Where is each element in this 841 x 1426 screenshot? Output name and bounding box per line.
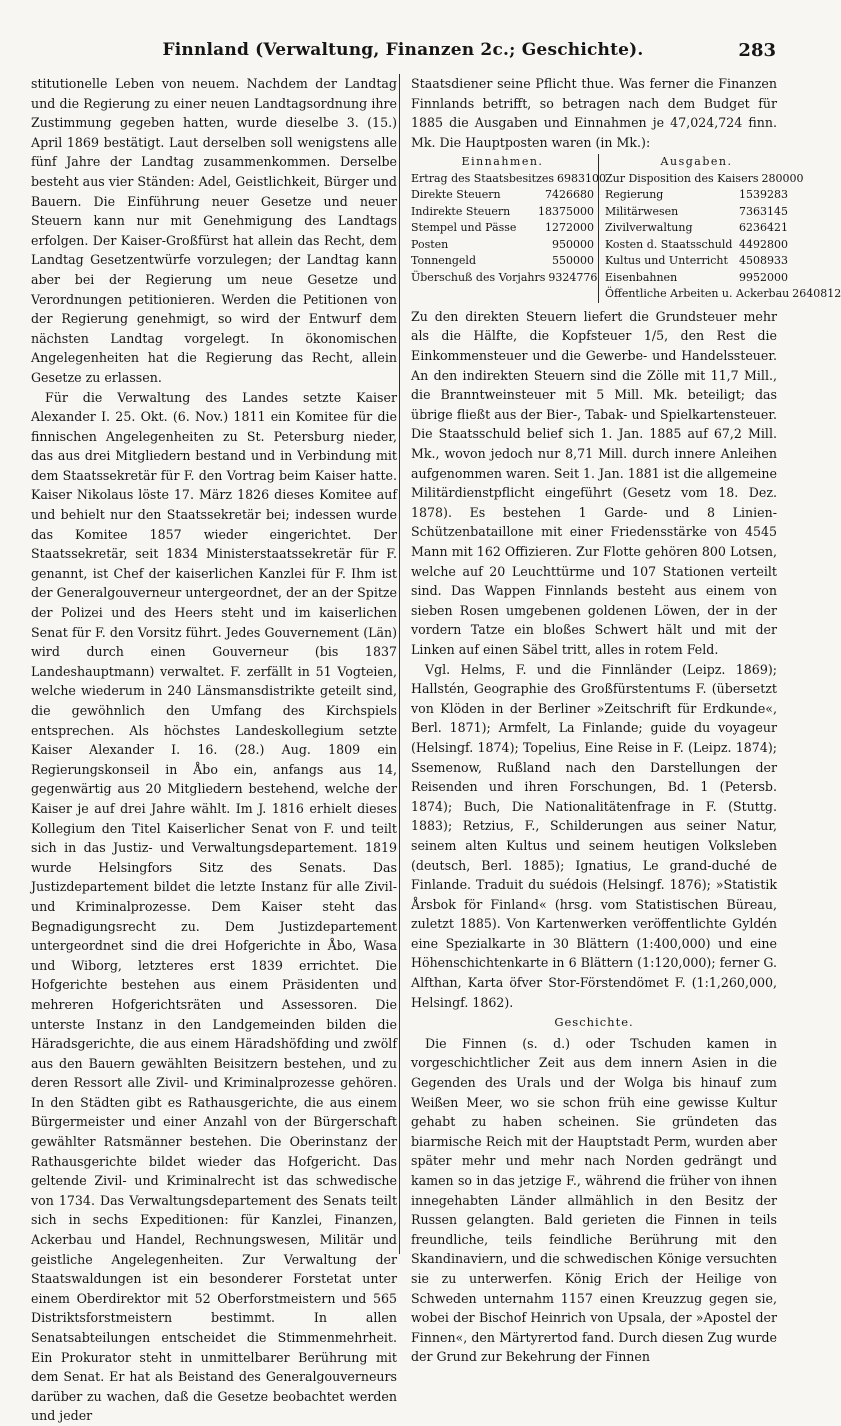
budget-label: Militärwesen (605, 204, 679, 218)
page-number: 283 (738, 40, 776, 61)
budget-value: 7363145 (739, 204, 788, 218)
paragraph-history: Die Finnen (s. d.) oder Tschuden kamen in vorgeschichtlicher Zeit aus dem innern Asien in die Gegenden des Urals und der Wolga bis hinauf zum Weißen Meer, wo sie schon früh eine gewisse Kultur gehabt zu haben scheinen. Sie gründeten das biarmische Reich mit der Hauptstadt Perm, wurden aber später mehr und mehr nach Norden gedrängt und kamen so in das jetzige F., während die früher von ihnen innegehabten Länder allmählich in den Besitz der Russen gelangten. Bald gerieten die Finnen in teils freundliche, teils feindliche Berührung mit den Skandinaviern, und die schwedischen Könige versuchten sie zu unterwerfen. König Erich der Heilige von Schweden unternahm 1157 einen Kreuzzug gegen sie, wobei der Bischof Heinrich von Upsala, der »Apostel der Finnen«, den Märtyrertod fand. Durch diesen Zug wurde der Grund zur Bekehrung der Finnen (411, 1035, 777, 1365)
budget-label: Zur Disposition des Kaisers (605, 171, 759, 185)
budget-value: 2640812 (792, 287, 841, 301)
budget-label: Tonnengeld (411, 254, 476, 268)
budget-value: 4508933 (739, 254, 788, 268)
budget-label: Stempel und Pässe (411, 221, 517, 235)
budget-label: Direkte Steuern (411, 188, 501, 202)
budget-label: Eisenbahnen (605, 270, 678, 284)
expense-header: Ausgaben. (660, 155, 733, 169)
budget-value: 9952000 (739, 270, 788, 284)
budget-label: Kultus und Unterricht (605, 254, 728, 268)
budget-value: 280000 (761, 171, 804, 185)
paragraph-finances: Staatsdiener seine Pflicht thue. Was ferner die Finanzen Finnlands betrifft, so betragen nach dem Budget für 1885 die Ausgaben und Einnahmen je 47,024,724 finn. Mk. Die Hauptposten waren (in Mk.): (411, 76, 777, 150)
budget-value: 950000 (552, 237, 594, 251)
budget-value: 6983100 (556, 171, 606, 185)
budget-row (411, 220, 594, 237)
budget-label: Zivilverwaltung (605, 221, 693, 235)
left-column (31, 74, 397, 1426)
budget-row (605, 204, 788, 221)
budget-row (411, 204, 594, 221)
expense-column (599, 154, 841, 303)
column-divider (399, 74, 400, 1254)
budget-label: Posten (411, 237, 449, 251)
budget-row (605, 171, 804, 188)
budget-row (605, 237, 788, 254)
right-column (411, 74, 841, 1367)
budget-value: 4492800 (739, 237, 788, 251)
budget-row (605, 253, 788, 270)
budget-row (605, 220, 788, 237)
budget-label: Kosten d. Staatsschuld (605, 237, 733, 251)
budget-row (411, 187, 594, 204)
page-header (30, 40, 776, 68)
budget-label: Regierung (605, 188, 664, 202)
budget-table (411, 154, 841, 303)
budget-row (605, 270, 788, 287)
budget-value: 18375000 (538, 204, 594, 218)
budget-row (411, 171, 606, 188)
budget-row (411, 237, 594, 254)
budget-row (605, 187, 788, 204)
budget-value: 7426680 (545, 188, 594, 202)
budget-value: 1272000 (545, 221, 594, 235)
paragraph-bibliography: Vgl. Helms, F. und die Finnländer (Leipz. 1869); Hallstén, Geographie des Großfürstentums F. (übersetzt von Klöden in der Berliner »Zeitschrift für Erdkunde«, Berl. 1871); Armfelt, La Finlande; guide du voyageur (Helsingf. 1874); Topelius, Eine Reise in F. (Leipz. 1874); Ssemenow, Rußland nach den Darstellungen der Reisenden und ihren Forschungen, Bd. 1 (Petersb. 1874); Buch, Die Nationalitätenfrage in F. (Stuttg. 1883); Retzius, F., Schilderungen aus seiner Natur, seinem alten Kultus und seinem heutigen Volksleben (deutsch, Berl. 1885); Ignatius, Le grand-duché de Finlande. Traduit du suédois (Helsingf. 1876); »Statistik Årsbok för Finland« (hrsg. vom Statistischen Büreau, zuletzt 1885). Von Kartenwerken veröffentlichte Gyldén eine Spezialkarte in 30 Blättern (1:400,000) und eine Höhenschichtenkarte in 6 Blättern (1:120,000); ferner G. Alfthan, Karta öfver Stor-Förstendömet F. (1:1,260,000, Helsingf. 1862). (411, 661, 777, 1010)
budget-label: Öffentliche Arbeiten u. Ackerbau (605, 287, 790, 301)
budget-row (411, 253, 594, 270)
budget-value: 550000 (552, 254, 594, 268)
paragraph-taxes-military: Zu den direkten Steuern liefert die Grundsteuer mehr als die Hälfte, die Kopfsteuer 1/5, den Rest die Einkommensteuer und die Gewerbe- und Handelssteuer. An den indirekten Steuern sind die Zölle mit 11,7 Mill., die Branntweinsteuer mit 5 Mill. Mk. beteiligt; das übrige fließt aus der Bier-, Tabak- und Spielkartensteuer. Die Staatsschuld belief sich 1. Jan. 1885 auf 67,2 Mill. Mk., wovon jedoch nur 8,71 Mill. durch innere Anleihen aufgenommen waren. Seit 1. Jan. 1881 ist die allgemeine Militärdienstpflicht eingeführt (Gesetz vom 18. Dez. 1878). Es bestehen 1 Garde- und 8 Linien-Schützenbataillone mit einer Friedensstärke von 4545 Mann mit 162 Offizieren. Zur Flotte gehören 800 Lotsen, welche auf 20 Leuchttürme und 107 Stationen verteilt sind. Das Wappen Finnlands besteht aus einem von sieben Rosen umgebenen goldenen Löwen, der in der vordern Tatze ein bloßes Schwert hält und mit der Linken auf einen Säbel tritt, alles in rotem Feld. (411, 308, 777, 657)
paragraph-administration: Für die Verwaltung des Landes setzte Kaiser Alexander I. 25. Okt. (6. Nov.) 1811 ein Komitee für die finnischen Angelegenheiten zu St. Petersburg nieder, das aus drei Mitgliedern bestand und in Verbindung mit dem Staatssekretär für F. den Vortrag beim Kaiser hatte. Kaiser Nikolaus löste 17. März 1826 dieses Komitee auf und behielt nur den Staatssekretär bei; indessen wurde das Komitee 1857 wieder eingerichtet. Der Staatssekretär, seit 1834 Ministerstaatssekretär für F. genannt, ist Chef der kaiserlichen Kanzlei für F. Ihm ist der Generalgouverneur untergeordnet, der an der Spitze der Polizei und des Heers steht und im kaiserlichen Senat für F. den Vorsitz führt. Jedes Gouvernement (Län) wird durch einen Gouverneur (bis 1837 Landeshauptmann) verwaltet. F. zerfällt in 51 Vogteien, welche wiederum in 240 Länsmansdistrikte geteilt sind, die gewöhnlich den Umfang des Kirchspiels entsprechen. Als höchstes Landeskollegium setzte Kaiser Alexander I. 16. (28.) Aug. 1809 ein Regierungskonseil in Åbo ein, anfangs aus 14, gegenwärtig aus 20 Mitgliedern bestehend, welche der Kaiser je auf drei Jahre wählt. Im J. 1816 erhielt dieses Kollegium den Titel Kaiserlicher Senat von F. und teilt sich in das Justiz- und Verwaltungsdepartement. 1819 wurde Helsingfors Sitz des Senats. Das Justizdepartement bildet die letzte Instanz für alle Zivil- und Kriminalprozesse. Dem Kaiser steht das Begnadigungsrecht zu. Dem Justizdepartement untergeordnet sind die drei Hofgerichte in Åbo, Wasa und Wiborg, letzteres erst 1839 errichtet. Die Hofgerichte bestehen aus einem Präsidenten und mehreren Hofgerichtsräten und Assessoren. Die unterste Instanz in den Landgemeinden bilden die Häradsgerichte, die aus einem Häradshöfding und zwölf aus den Bauern gewählten Beisitzern bestehen, und zu deren Ressort alle Zivil- und Kriminalprozesse gehören. In den Städten gibt es Rathausgerichte, die aus einem Bürgermeister und einer Anzahl von der Bürgerschaft gewählter Ratsmänner bestehen. Die Oberinstanz der Rathausgerichte bildet wieder das Hofgericht. Das geltende Zivil- und Kriminalrecht ist das schwedische von 1734. Das Verwaltungsdepartement des Senats teilt sich in sechs Expeditionen: für Kanzlei, Finanzen, Ackerbau und Handel, Rechnungswesen, Militär und geistliche Angelegenheiten. Zur Verwaltung der Staatswaldungen ist ein besonderer Forstetat unter einem Oberdirektor mit 52 Oberforstmeistern und 565 Distriktsforstmeistern bestimmt. In allen Senatsabteilungen entscheidet die Stimmenmehrheit. Ein Prokurator steht in unmittelbarer Berührung mit dem Senat. Er hat als Beistand des Generalgouverneurs darüber zu wachen, daß die Gesetze beobachtet werden und jeder (31, 389, 397, 1424)
income-column (411, 154, 606, 303)
section-heading-history: Geschichte. (554, 1015, 634, 1030)
budget-label: Überschuß des Vorjahrs (411, 270, 546, 284)
budget-label: Indirekte Steuern (411, 204, 511, 218)
budget-label: Ertrag des Staatsbesitzes (411, 171, 554, 185)
running-title: Finnland (Verwaltung, Finanzen 2c.; Geschichte). (162, 40, 644, 60)
budget-value: 1539283 (739, 188, 788, 202)
budget-value: 6236421 (739, 221, 788, 235)
budget-row (605, 286, 841, 303)
budget-value: 9324776 (548, 270, 598, 284)
paragraph-constitution: stitutionelle Leben von neuem. Nachdem der Landtag und die Regierung zu einer neuen Landtagsordnung ihre Zustimmung gegeben hatten, wurde dieselbe 3. (15.) April 1869 bestätigt. Laut derselben soll wenigstens alle fünf Jahre der Landtag zusammenkommen. Derselbe besteht aus vier Ständen: Adel, Geistlichkeit, Bürger und Bauern. Die Einführung neuer Gesetze und neuer Steuern kann nur mit Genehmigung des Landtags erfolgen. Der Kaiser-Großfürst hat allein das Recht, dem Landtag Gesetzentwürfe vorzulegen; der Landtag kann aber bei der Regierung um neue Gesetze und Verordnungen petitionieren. Werden die Petitionen von der Regierung genehmigt, so wird der Entwurf dem nächsten Landtag vorgelegt. In ökonomischen Angelegenheiten hat die Regierung das Recht, allein Gesetze zu erlassen. (31, 76, 397, 385)
income-header: Einnahmen. (461, 155, 544, 169)
budget-row (411, 270, 598, 287)
